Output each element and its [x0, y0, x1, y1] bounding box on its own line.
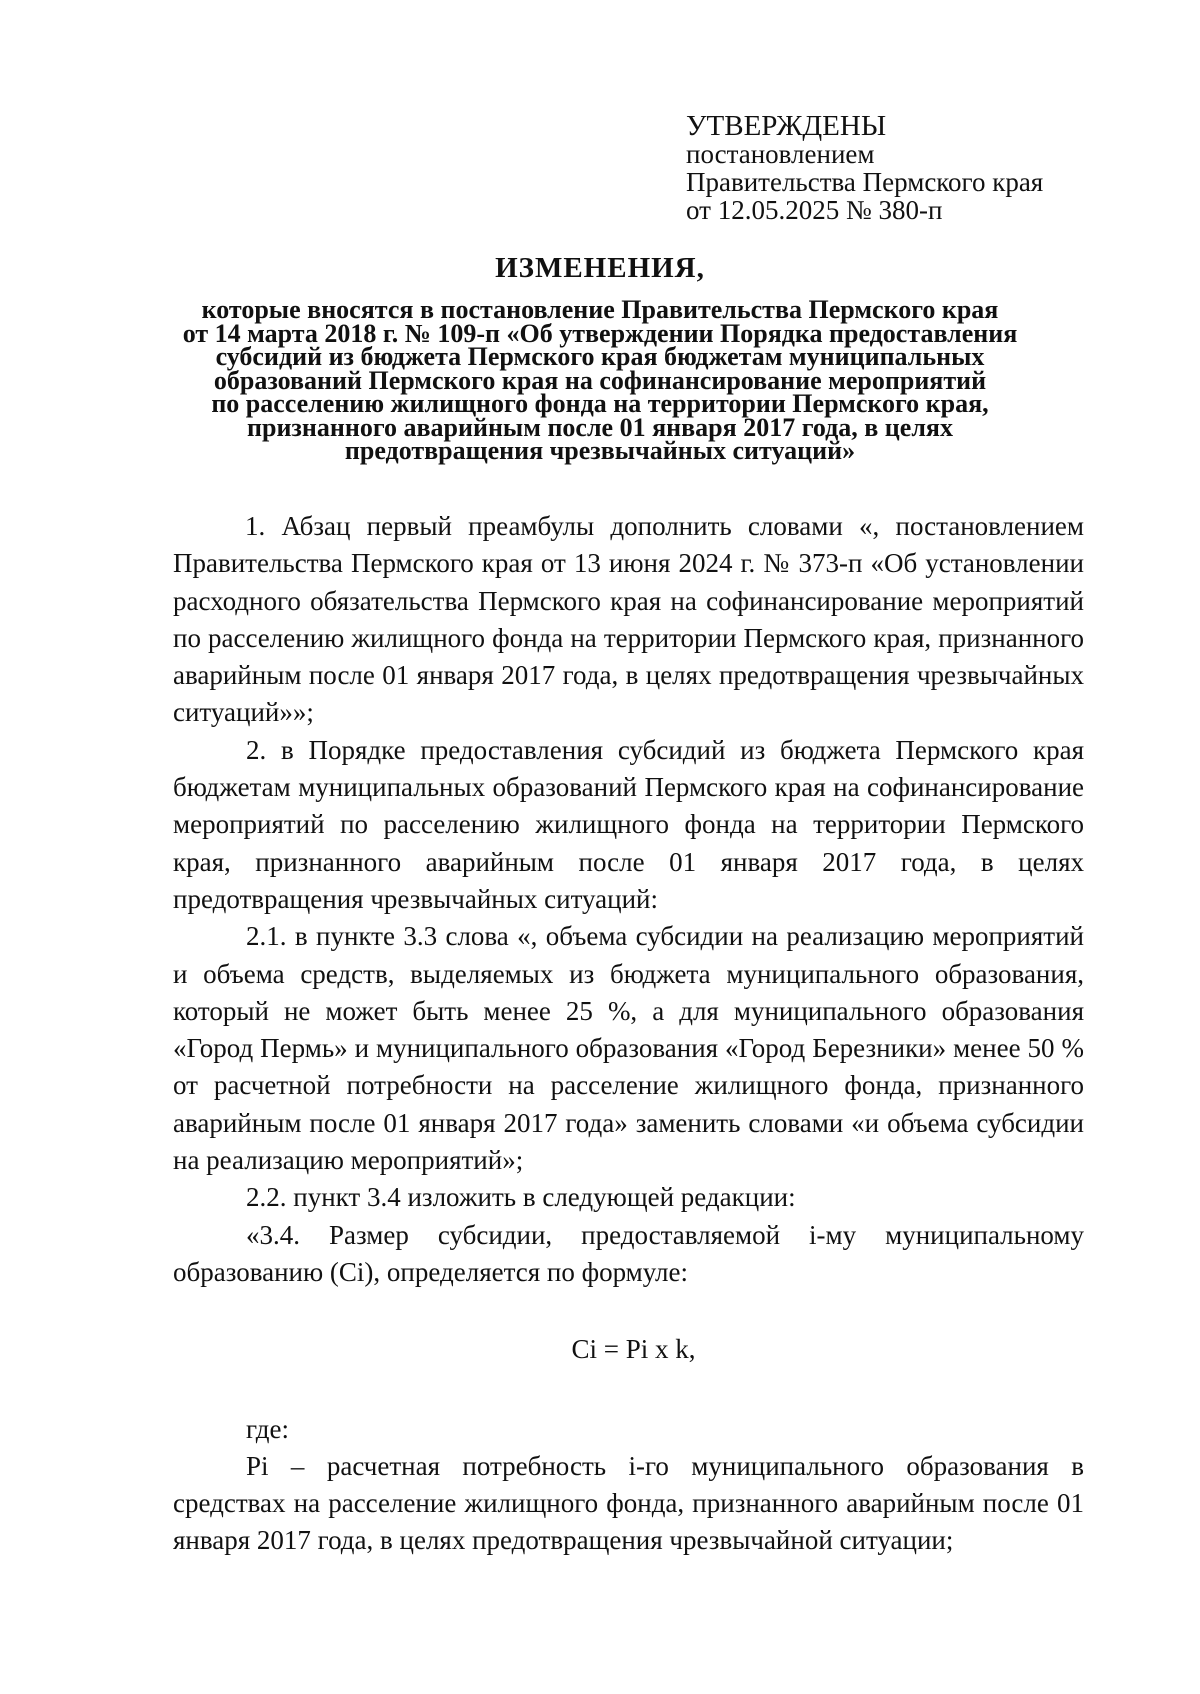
approval-date-number: от 12.05.2025 № 380-п [686, 195, 943, 225]
subtitle-line: образований Пермского края на софинансирование мероприятий [213, 365, 987, 395]
subtitle-line: которые вносятся в постановление Правительства Пермского края [201, 295, 999, 324]
document-body [173, 508, 1084, 1560]
where-label: где: [246, 1413, 289, 1444]
paragraph-2-2: 2.2. пункт 3.4 изложить в следующей редакции: [246, 1182, 796, 1213]
subtitle-line: предотвращения чрезвычайных ситуаций» [344, 436, 856, 465]
formula: Ci = Pi x k, [571, 1334, 696, 1365]
subtitle-line: от 14 марта 2018 г. № 109-п «Об утверждении Порядка предоставления [182, 318, 1018, 348]
subtitle-line: по расселению жилищного фонда на территории Пермского края, [211, 389, 989, 418]
subtitle-line: субсидий из бюджета Пермского края бюджетам муниципальных [215, 342, 985, 371]
subtitle-line: признанного аварийным после 01 января 2017 года, в целях [247, 412, 953, 442]
document-subtitle [150, 295, 1050, 465]
paragraph-2: 2. в Порядке предоставления субсидий из бюджета Пермского края бюджетам муниципальных образований Пермского края на софинансирование мероприятий по расселению жилищного фонда на территории Пермского края, признанного аварийным после 01 января 2017 года, в целях предотвращения чрезвычайных ситуаций: [173, 734, 1084, 914]
approval-heading: УТВЕРЖДЕНЫ [686, 110, 887, 142]
paragraph-3-4: «3.4. Размер субсидии, предоставляемой i-му муниципальному образованию (Ci), определяется по формуле: [173, 1219, 1084, 1287]
approval-line: постановлением [686, 139, 875, 169]
definition-pi: Pi – расчетная потребность i-го муниципального образования в средствах на расселение жилищного фонда, признанного аварийным после 01 января 2017 года, в целях предотвращения чрезвычайной ситуации; [173, 1450, 1084, 1556]
document-title: ИЗМЕНЕНИЯ, [495, 252, 705, 284]
paragraph-2-1: 2.1. в пункте 3.3 слова «, объема субсидии на реализацию мероприятий и объема средств, выделяемых из бюджета муниципального образования, который не может быть менее 25 %, а для муниципального образования «Город Пермь» и муниципального образования «Город Березники» менее 50 % от расчетной потребности на расселение жилищного фонда, признанного аварийным после 01 января 2017 года» заменить словами «и объема субсидии на реализацию мероприятий»; [173, 921, 1084, 1176]
approval-stamp [686, 112, 1106, 224]
approval-line: Правительства Пермского края [686, 167, 1044, 197]
paragraph-1: 1. Абзац первый преамбулы дополнить словами «, постановлением Правительства Пермского края от 13 июня 2024 г. № 373-п «Об установлении расходного обязательства Пермского края на софинансирование мероприятий по расселению жилищного фонда на территории Пермского края, признанного аварийным после 01 января 2017 года, в целях предотвращения чрезвычайных ситуаций»»; [173, 511, 1084, 728]
